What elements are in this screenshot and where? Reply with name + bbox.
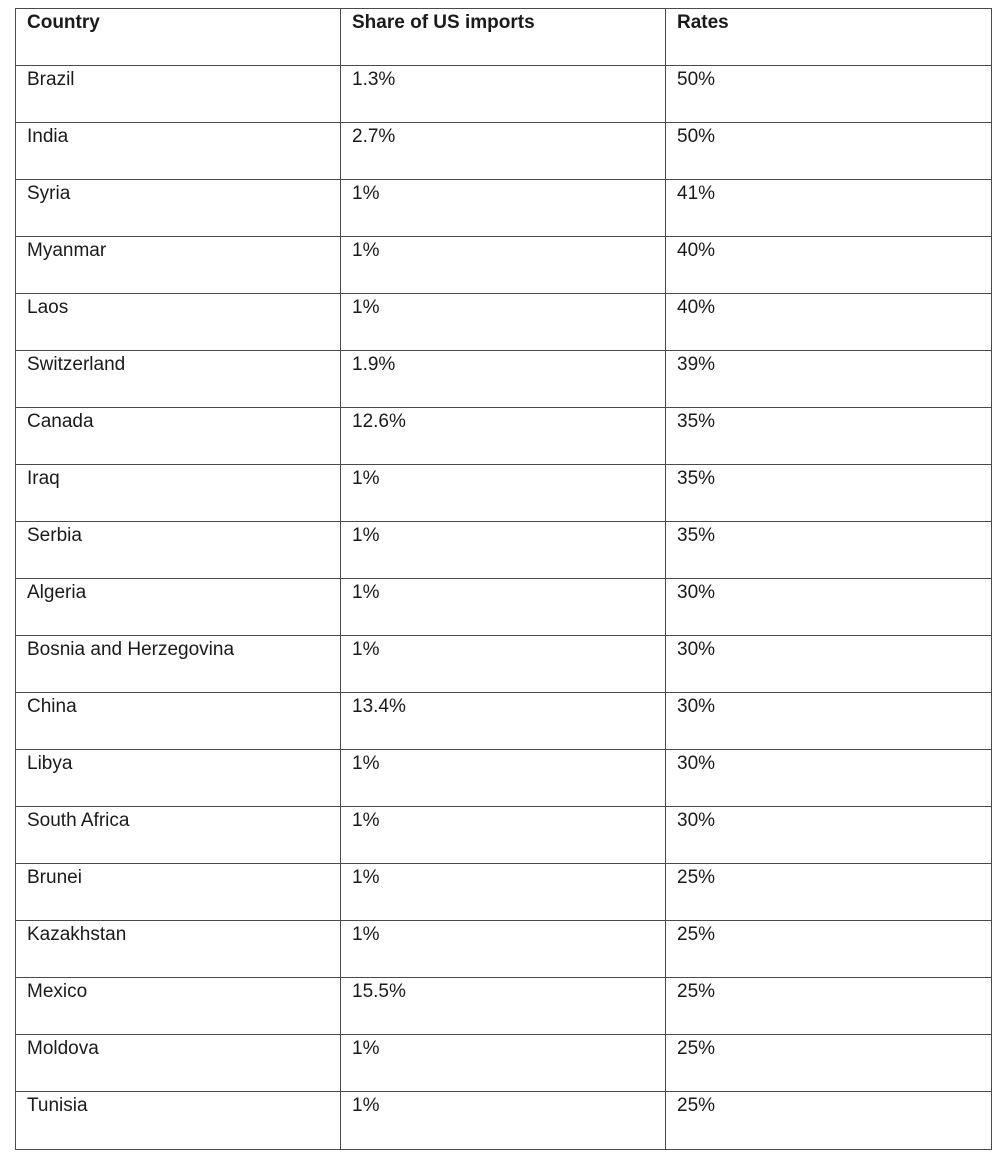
country-text: Mexico (27, 981, 88, 1002)
table-row (16, 750, 992, 807)
share-cell (341, 180, 666, 237)
table-row (16, 864, 992, 921)
country-text: South Africa (27, 810, 130, 831)
country-text: Tunisia (27, 1095, 88, 1116)
share-text: 1% (352, 525, 380, 546)
table-row (16, 693, 992, 750)
table-row (16, 978, 992, 1035)
country-text: Laos (27, 297, 69, 318)
country-cell (16, 693, 341, 750)
rate-text: 35% (677, 411, 716, 432)
share-cell (341, 351, 666, 408)
rate-cell (666, 807, 992, 864)
rate-cell (666, 123, 992, 180)
rate-cell (666, 750, 992, 807)
share-cell (341, 807, 666, 864)
share-cell (341, 522, 666, 579)
table-row (16, 807, 992, 864)
country-cell (16, 579, 341, 636)
rate-text: 30% (677, 582, 716, 603)
rate-cell (666, 351, 992, 408)
country-text: Serbia (27, 525, 82, 546)
rate-text: 50% (677, 126, 716, 147)
rate-text: 30% (677, 639, 716, 660)
country-text: Iraq (27, 468, 60, 489)
share-cell (341, 750, 666, 807)
table-row (16, 66, 992, 123)
share-cell (341, 408, 666, 465)
rate-cell (666, 921, 992, 978)
rate-cell (666, 180, 992, 237)
country-text: Moldova (27, 1038, 99, 1059)
rate-cell (666, 522, 992, 579)
rate-text: 25% (677, 1038, 716, 1059)
table-row (16, 351, 992, 408)
rate-cell (666, 465, 992, 522)
rate-text: 25% (677, 1095, 716, 1116)
rate-text: 50% (677, 69, 716, 90)
tariff-table (15, 8, 992, 1150)
table-header-row (16, 9, 992, 66)
rate-text: 30% (677, 696, 716, 717)
share-text: 1% (352, 867, 380, 888)
country-cell (16, 294, 341, 351)
table-row (16, 1035, 992, 1092)
rate-text: 35% (677, 468, 716, 489)
share-text: 1% (352, 810, 380, 831)
country-cell (16, 864, 341, 921)
rate-text: 39% (677, 354, 716, 375)
share-text: 1% (352, 468, 380, 489)
table-row (16, 294, 992, 351)
share-cell (341, 294, 666, 351)
rate-text: 40% (677, 240, 716, 261)
country-text: Brunei (27, 867, 82, 888)
country-text: Brazil (27, 69, 75, 90)
rate-cell (666, 636, 992, 693)
table-row (16, 921, 992, 978)
country-cell (16, 465, 341, 522)
share-cell (341, 123, 666, 180)
share-cell (341, 864, 666, 921)
country-cell (16, 522, 341, 579)
share-cell (341, 1092, 666, 1150)
country-text: India (27, 126, 69, 147)
country-text: Syria (27, 183, 71, 204)
share-cell (341, 66, 666, 123)
header-country (16, 9, 341, 66)
country-text: Canada (27, 411, 94, 432)
share-cell (341, 465, 666, 522)
share-text: 1% (352, 183, 380, 204)
share-text: 2.7% (352, 126, 396, 147)
rate-cell (666, 408, 992, 465)
rate-cell (666, 1035, 992, 1092)
rate-text: 25% (677, 924, 716, 945)
country-text: Libya (27, 753, 73, 774)
table-row (16, 522, 992, 579)
header-share-label: Share of US imports (352, 12, 535, 33)
country-cell (16, 750, 341, 807)
share-text: 1% (352, 582, 380, 603)
country-cell (16, 180, 341, 237)
share-text: 1% (352, 753, 380, 774)
rate-cell (666, 864, 992, 921)
country-text: China (27, 696, 77, 717)
share-text: 1% (352, 924, 380, 945)
country-cell (16, 1092, 341, 1150)
share-text: 1% (352, 1038, 380, 1059)
rate-cell (666, 66, 992, 123)
header-country-label: Country (27, 12, 100, 33)
share-cell (341, 1035, 666, 1092)
share-cell (341, 921, 666, 978)
share-text: 1% (352, 240, 380, 261)
share-cell (341, 579, 666, 636)
share-text: 1.3% (352, 69, 396, 90)
table-row (16, 408, 992, 465)
rate-cell (666, 693, 992, 750)
header-rates (666, 9, 992, 66)
rate-text: 30% (677, 810, 716, 831)
rate-text: 25% (677, 867, 716, 888)
table-row (16, 180, 992, 237)
share-text: 13.4% (352, 696, 406, 717)
share-text: 15.5% (352, 981, 406, 1002)
country-text: Bosnia and Herzegovina (27, 639, 235, 660)
rate-text: 40% (677, 297, 716, 318)
country-cell (16, 807, 341, 864)
tariff-table-container (15, 8, 991, 1150)
rate-cell (666, 237, 992, 294)
rate-text: 30% (677, 753, 716, 774)
rate-cell (666, 294, 992, 351)
header-share-of-us-imports (341, 9, 666, 66)
share-text: 1% (352, 297, 380, 318)
table-row (16, 465, 992, 522)
country-text: Kazakhstan (27, 924, 127, 945)
rate-text: 25% (677, 981, 716, 1002)
rate-text: 41% (677, 183, 716, 204)
table-row (16, 123, 992, 180)
share-cell (341, 693, 666, 750)
country-cell (16, 1035, 341, 1092)
country-cell (16, 66, 341, 123)
share-cell (341, 237, 666, 294)
share-cell (341, 978, 666, 1035)
country-text: Algeria (27, 582, 87, 603)
share-text: 1% (352, 639, 380, 660)
country-cell (16, 123, 341, 180)
country-cell (16, 351, 341, 408)
rate-cell (666, 1092, 992, 1150)
table-row (16, 237, 992, 294)
country-text: Switzerland (27, 354, 126, 375)
share-text: 12.6% (352, 411, 406, 432)
rate-cell (666, 978, 992, 1035)
rate-text: 35% (677, 525, 716, 546)
country-cell (16, 237, 341, 294)
country-cell (16, 636, 341, 693)
country-cell (16, 408, 341, 465)
share-cell (341, 636, 666, 693)
table-row (16, 579, 992, 636)
country-cell (16, 921, 341, 978)
table-row (16, 1092, 992, 1150)
share-text: 1% (352, 1095, 380, 1116)
country-cell (16, 978, 341, 1035)
rate-cell (666, 579, 992, 636)
table-row (16, 636, 992, 693)
share-text: 1.9% (352, 354, 396, 375)
header-rates-label: Rates (677, 12, 729, 33)
country-text: Myanmar (27, 240, 107, 261)
